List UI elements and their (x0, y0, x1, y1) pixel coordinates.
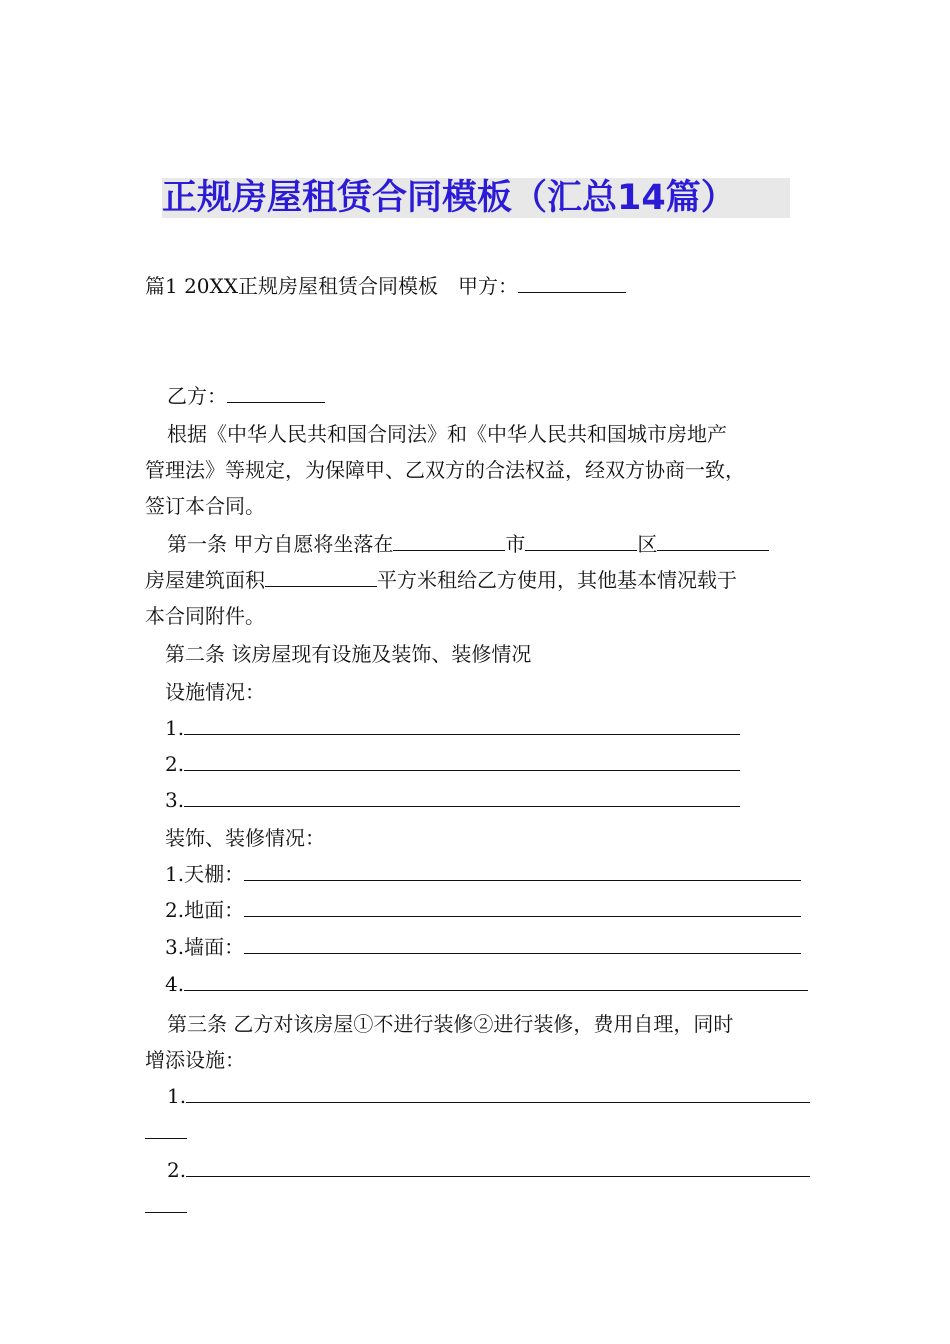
added-number: 1. (167, 1084, 187, 1108)
article-1-line-1 (167, 530, 769, 558)
facilities-label: 设施情况： (165, 680, 265, 704)
added-item (167, 1082, 810, 1110)
added-item (167, 1156, 810, 1184)
facility-item (165, 786, 740, 814)
facility-blank (184, 786, 740, 807)
added-blank-continued (145, 1118, 187, 1139)
decoration-item (165, 970, 808, 998)
added-blank-continued (145, 1192, 187, 1213)
intro-line (145, 272, 626, 300)
party-b-label: 乙方： (167, 384, 227, 408)
basis-line-2: 管理法》等规定，为保障甲、乙双方的合法权益，经双方协商一致， (145, 458, 745, 482)
facility-number: 1. (165, 716, 185, 740)
decoration-blank (244, 860, 801, 881)
facility-blank (184, 750, 740, 771)
area-text: 平方米租给乙方使用，其他基本情况载于 (377, 568, 737, 592)
location-blank (393, 530, 505, 551)
party-b-blank (227, 382, 325, 403)
facility-blank (184, 714, 740, 735)
basis-line-3: 签订本合同。 (145, 494, 265, 518)
decoration-blank (244, 933, 801, 954)
decoration-item (165, 896, 801, 924)
basis-line-1: 根据《中华人民共和国合同法》和《中华人民共和国城市房地产 (167, 422, 727, 446)
decoration-item (165, 933, 801, 961)
article-3-line-1: 第三条 乙方对该房屋①不进行装修②进行装修，费用自理，同时 (167, 1012, 734, 1036)
decoration-label-wall: 3.墙面： (165, 935, 245, 959)
city-label: 市 (505, 532, 526, 556)
facility-item (165, 750, 740, 778)
district-blank (657, 530, 769, 551)
district-label: 区 (637, 532, 658, 556)
article-2-title: 第二条 该房屋现有设施及装饰、装修情况 (165, 642, 532, 666)
decoration-item (165, 860, 801, 888)
facility-item (165, 714, 740, 742)
intro-text: 篇1 20XX正规房屋租赁合同模板 甲方： (145, 274, 519, 298)
decoration-blank (244, 896, 801, 917)
added-item-continued (145, 1192, 187, 1220)
document-title: 正规房屋租赁合同模板（汇总14篇） (162, 178, 736, 218)
facility-number: 2. (165, 752, 185, 776)
added-item-continued (145, 1118, 187, 1146)
party-a-blank (518, 272, 626, 293)
added-blank (186, 1082, 810, 1103)
party-b-line (167, 382, 325, 410)
facility-number: 3. (165, 788, 185, 812)
area-label: 房屋建筑面积 (145, 568, 265, 592)
decoration-number: 4. (165, 972, 185, 996)
decoration-label: 装饰、装修情况： (165, 826, 325, 850)
added-number: 2. (167, 1158, 187, 1182)
decoration-label-ceiling: 1.天棚： (165, 862, 245, 886)
article-1-line-2 (145, 566, 737, 594)
decoration-label-floor: 2.地面： (165, 898, 245, 922)
article-1-line-3: 本合同附件。 (145, 604, 265, 628)
article-1-text: 第一条 甲方自愿将坐落在 (167, 532, 394, 556)
city-blank (525, 530, 637, 551)
article-3-line-2: 增添设施： (145, 1048, 245, 1072)
added-blank (186, 1156, 810, 1177)
area-blank (265, 566, 377, 587)
decoration-blank (184, 970, 808, 991)
